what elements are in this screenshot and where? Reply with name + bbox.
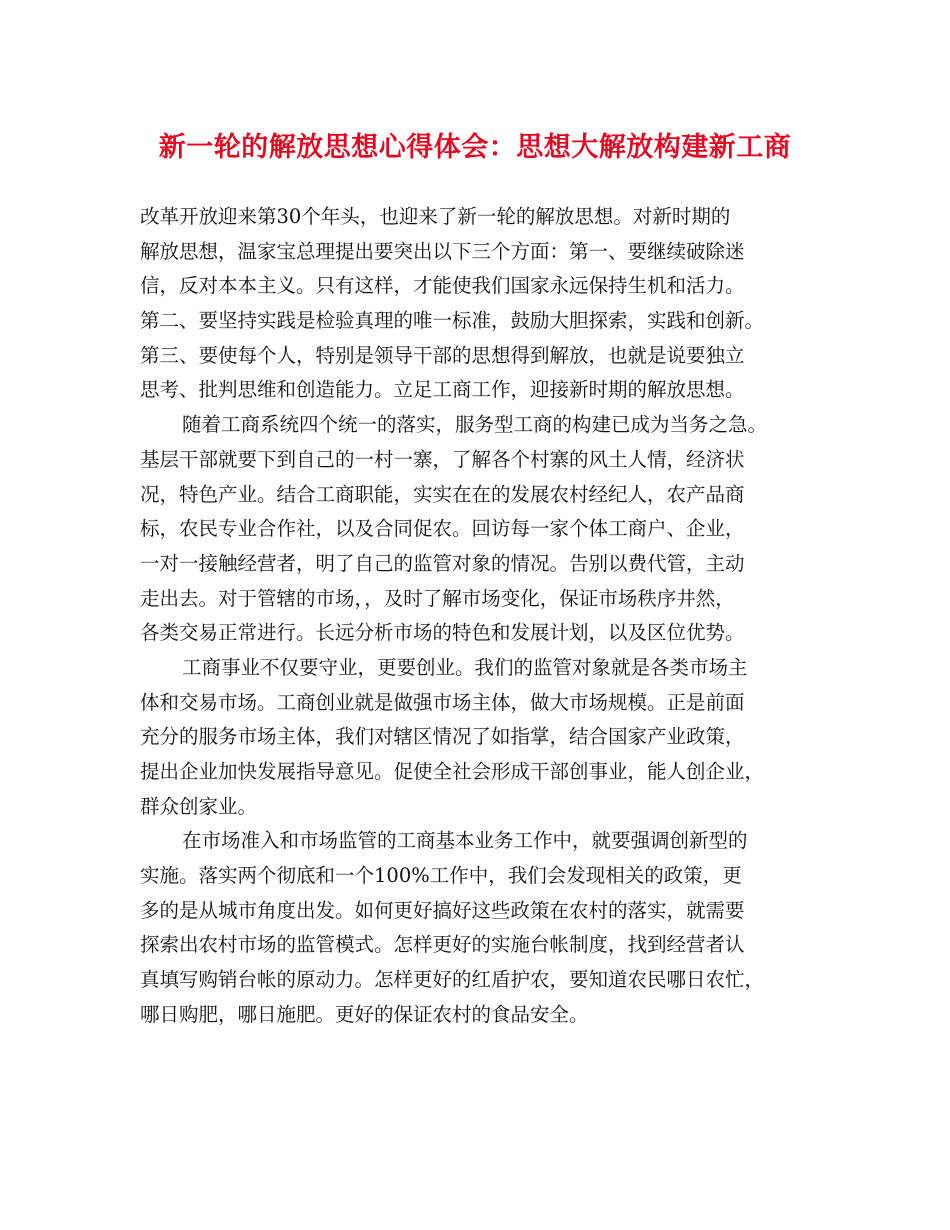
- paragraph-line: 一对一接触经营者，明了自己的监管对象的情况。告别以费代管，主动: [140, 551, 745, 575]
- paragraph-line: 真填写购销台帐的原动力。怎样更好的红盾护农，要知道农民哪日农忙，: [140, 968, 765, 992]
- paragraph-line: 工商事业不仅要守业，更要创业。我们的监管对象就是各类市场主: [182, 655, 748, 679]
- document-title: 新一轮的解放思想心得体会：思想大解放构建新工商: [158, 132, 792, 163]
- paragraph-line: 改革开放迎来第30个年头，也迎来了新一轮的解放思想。对新时期的: [140, 205, 731, 228]
- paragraph-line: 随着工商系统四个统一的落实，服务型工商的构建已成为当务之急。: [182, 413, 768, 437]
- paragraph: [140, 408, 830, 651]
- paragraph: [140, 651, 830, 824]
- paragraph-line: 况，特色产业。结合工商职能，实实在在的发展农村经纪人，农产品商: [140, 482, 745, 506]
- paragraph-line: 在市场准入和市场监管的工商基本业务工作中，就要强调创新型的: [182, 829, 748, 853]
- paragraph-line: 多的是从城市角度出发。如何更好搞好这些政策在农村的落实，就需要: [140, 898, 745, 922]
- paragraph-line: 充分的服务市场主体，我们对辖区情况了如指掌，结合国家产业政策，: [140, 725, 745, 749]
- paragraph-line: 思考、批判思维和创造能力。立足工商工作，迎接新时期的解放思想。: [140, 378, 745, 402]
- paragraph: [140, 200, 830, 408]
- paragraph-line: 群众创家业。: [140, 794, 258, 818]
- paragraph-line: 提出企业加快发展指导意见。促使全社会形成干部创事业，能人创企业，: [140, 760, 765, 783]
- paragraph-line: 各类交易正常进行。长远分析市场的特色和发展计划，以及区位优势。: [140, 621, 745, 645]
- paragraph-line: 实施。落实两个彻底和一个100%工作中，我们会发现相关的政策，更: [140, 864, 742, 888]
- paragraph-line: 走出去。对于管辖的市场，，及时了解市场变化，保证市场秩序井然，: [140, 586, 735, 610]
- paragraph-line: 体和交易市场。工商创业就是做强市场主体，做大市场规模。正是前面: [140, 690, 745, 714]
- document-body: [140, 200, 830, 1033]
- paragraph-line: 基层干部就要下到自己的一村一寨，了解各个村寨的风土人情，经济状: [140, 447, 745, 471]
- paragraph-line: 标，农民专业合作社，以及合同促农。回访每一家个体工商户、企业，: [140, 517, 745, 541]
- paragraph-line: 信，反对本本主义。只有这样，才能使我们国家永远保持生机和活力。: [140, 274, 745, 298]
- paragraph-line: 第二、要坚持实践是检验真理的唯一标准，鼓励大胆探索，实践和创新。: [140, 309, 765, 333]
- paragraph-line: 第三、要使每个人，特别是领导干部的思想得到解放，也就是说要独立: [140, 343, 745, 367]
- paragraph-line: 哪日购肥，哪日施肥。更好的保证农村的食品安全。: [140, 1002, 589, 1026]
- paragraph-line: 解放思想，温家宝总理提出要突出以下三个方面：第一、要继续破除迷: [140, 239, 745, 263]
- paragraph-line: 探索出农村市场的监管模式。怎样更好的实施台帐制度，找到经营者认: [140, 933, 745, 957]
- paragraph: [140, 824, 830, 1032]
